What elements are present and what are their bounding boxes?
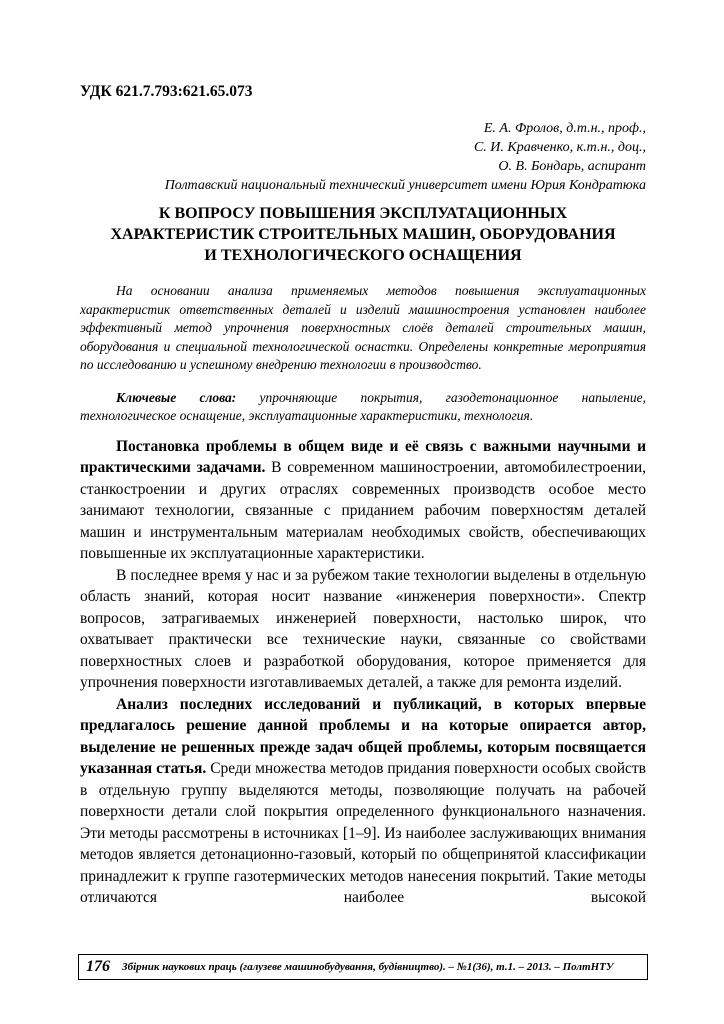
title-line: К ВОПРОСУ ПОВЫШЕНИЯ ЭКСПЛУАТАЦИОННЫХ (158, 205, 568, 222)
author-line: О. В. Бондарь, аспирант (498, 159, 646, 174)
author-line: С. И. Кравченко, к.т.н., доц., (473, 140, 646, 155)
keywords-text: упрочняющие покрытия, газодетонационное напыление, технологическое оснащение, эксплуатационные характеристики, технология. (80, 389, 646, 423)
page-number: 176 (86, 958, 110, 976)
keywords-block (80, 389, 646, 426)
journal-citation: Збірник наукових праць (галузеве машинобудування, будівництво). – №1(36), т.1. – 2013. – ПолтНТУ (122, 961, 614, 974)
section-heading: Анализ последних исследований и публикаций, в которых впервые предлагалось решение данной проблемы и на которые опирается автор, выделение не решенных прежде задач общей проблемы, которым посвящается указанная статья. (80, 695, 646, 777)
paragraph-text: Среди множества методов придания поверхности особых свойств в отдельную группу выделяются методы, позволяющие получать на рабочей поверхности детали слой покрытия определенного функционального назначения. Эти методы рассмотрены в источниках [1–9]. Из наиболее заслуживающих внимания методов является детонационно-газовый, который по общепринятой классификации принадлежит к группе газотермических методов нанесения покрытий. Такие методы отличаются наиболее высокой (80, 760, 646, 906)
paragraph (80, 436, 646, 565)
paragraph (80, 694, 646, 909)
affiliation: Полтавский национальный технический университет имени Юрия Кондратюка (164, 178, 646, 193)
paragraph (80, 565, 646, 694)
article-title (80, 203, 646, 266)
paragraph-text: В последнее время у нас и за рубежом такие технологии выделены в отдельную область знаний, которая носит название «инженерия поверхности». Спектр вопросов, затрагиваемых инженерией поверхности, настолько широк, что охватывает практически все технические науки, связанные со свойствами поверхностных слоев и разработкой оборудования, которое применяется для упрочнения поверхности изготавливаемых деталей, а также для ремонта изделий. (80, 566, 646, 691)
author-line: Е. А. Фролов, д.т.н., проф., (483, 121, 646, 136)
page-footer (78, 954, 648, 980)
section-heading: Постановка проблемы в общем виде и её связь с важными научными и практическими задачами. (80, 437, 646, 476)
paragraph-text: В современном машиностроении, автомобилестроении, станкостроении и других отраслях современных производств особое место занимают технологии, связанные с приданием рабочим поверхностям деталей машин и инструментальным материалам необходимых свойств, обеспечивающих повышенные их эксплуатационные характеристики. (80, 459, 646, 562)
title-line: ХАРАКТЕРИСТИК СТРОИТЕЛЬНЫХ МАШИН, ОБОРУДОВАНИЯ (110, 226, 616, 243)
abstract: На основании анализа применяемых методов повышения эксплуатационных характеристик ответственных деталей и изделий машиностроения установлен наиболее эффективный метод упрочнения поверхностных слоёв деталей строительных машин, оборудования и специальной технологической оснастки. Определены конкретные мероприятия по исследованию и успешному внедрению технологии в производство. (80, 283, 646, 372)
keywords-label: Ключевые слова: (116, 389, 237, 405)
authors-block (80, 119, 646, 176)
article-body (80, 436, 646, 909)
title-line: И ТЕХНОЛОГИЧЕСКОГО ОСНАЩЕНИЯ (204, 247, 522, 264)
udc-code: УДК 621.7.793:621.65.073 (80, 83, 253, 100)
